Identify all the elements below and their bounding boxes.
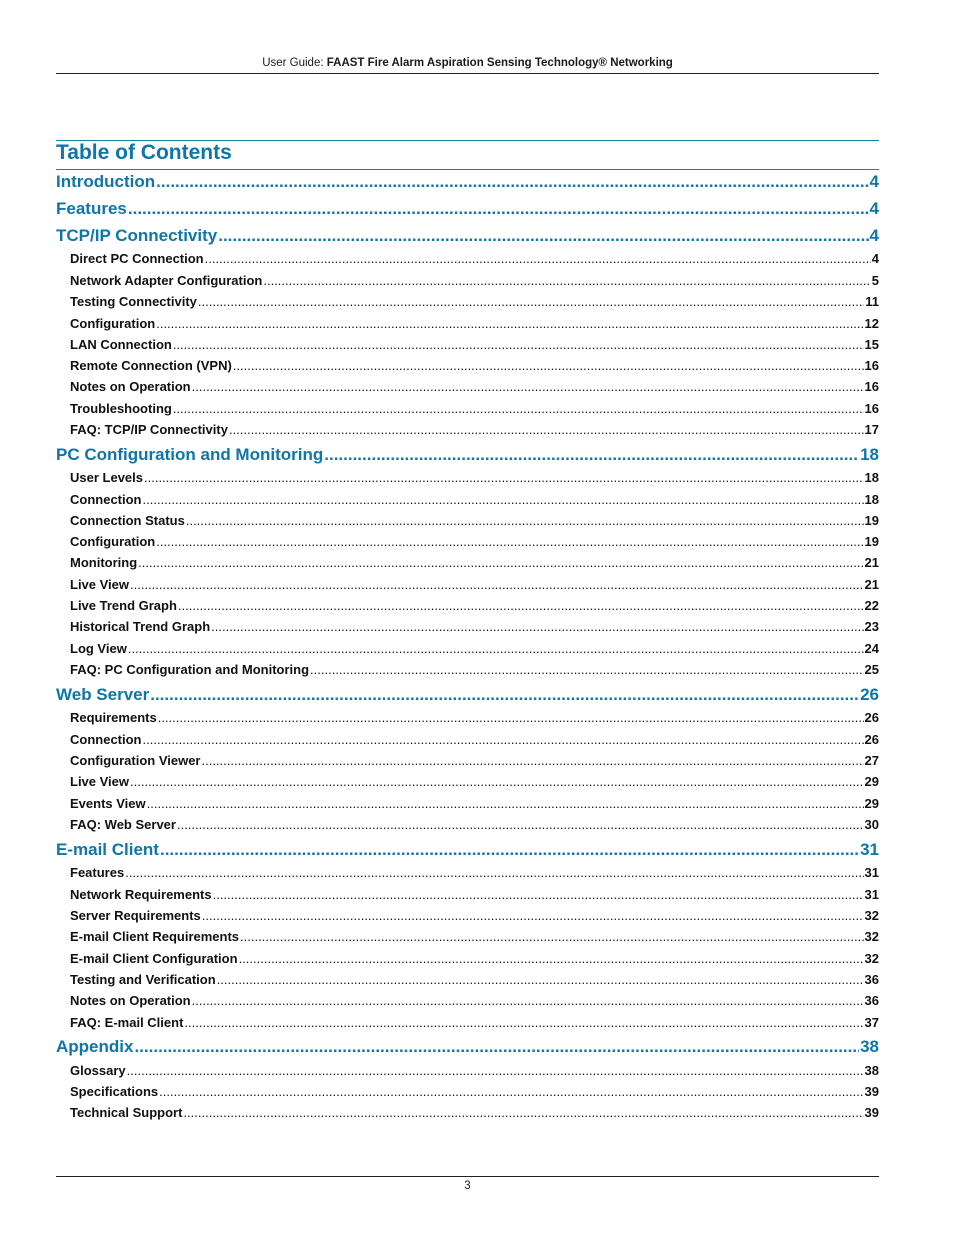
toc-subsection-entry[interactable] xyxy=(70,640,879,657)
toc-entry-title: Notes on Operation xyxy=(70,379,191,394)
toc-entry-title: User Levels xyxy=(70,470,143,485)
toc-dot-leader xyxy=(233,357,864,374)
toc-dot-leader xyxy=(130,773,864,790)
toc-entry-page: 19 xyxy=(864,534,879,549)
toc-entry-title: FAQ: TCP/IP Connectivity xyxy=(70,422,228,437)
toc-dot-leader xyxy=(205,250,871,267)
header-title: FAAST Fire Alarm Aspiration Sensing Technology® Networking xyxy=(326,57,673,69)
toc-subsection-entry[interactable] xyxy=(70,907,879,924)
toc-entry-title: Configuration xyxy=(70,316,156,331)
toc-subsection-entry[interactable] xyxy=(70,400,879,417)
toc-dot-leader xyxy=(130,576,864,593)
toc-dot-leader xyxy=(125,864,863,881)
toc-entry-title: Specifications xyxy=(70,1084,159,1099)
toc-entry-page: 4 xyxy=(871,251,879,266)
toc-entry-page: 4 xyxy=(869,199,879,218)
toc-dot-leader xyxy=(173,400,864,417)
toc-entry-page: 23 xyxy=(864,619,879,634)
toc-subsection-entry[interactable] xyxy=(70,618,879,635)
toc-entry-page: 38 xyxy=(860,1037,879,1056)
toc-subsection-entry[interactable] xyxy=(70,950,879,967)
toc-subsection-entry[interactable] xyxy=(70,293,879,310)
toc-subsection-entry[interactable] xyxy=(70,533,879,550)
toc-section-entry[interactable] xyxy=(56,839,879,861)
toc-entry-title: Log View xyxy=(70,641,127,656)
toc-subsection-entry[interactable] xyxy=(70,357,879,374)
toc-subsection-entry[interactable] xyxy=(70,816,879,833)
toc-entry-page: 12 xyxy=(864,316,879,331)
toc-entry-title: Troubleshooting xyxy=(70,401,172,416)
toc-dot-leader xyxy=(229,421,864,438)
toc-entry-title: Appendix xyxy=(56,1037,134,1056)
toc-section-entry[interactable] xyxy=(56,444,879,466)
toc-entry-page: 11 xyxy=(865,294,879,309)
toc-dot-leader xyxy=(138,554,863,571)
toc-entry-title: Configuration xyxy=(70,534,156,549)
toc-entry-page: 29 xyxy=(864,774,879,789)
toc-subsection-entry[interactable] xyxy=(70,378,879,395)
toc-entry-page: 19 xyxy=(864,513,879,528)
toc-section-entry[interactable] xyxy=(56,225,879,247)
toc-dot-leader xyxy=(147,795,864,812)
page-title: Table of Contents xyxy=(56,141,232,164)
toc-entry-page: 38 xyxy=(864,1063,879,1078)
toc-dot-leader xyxy=(156,315,863,332)
toc-subsection-entry[interactable] xyxy=(70,1104,879,1121)
toc-dot-leader xyxy=(143,731,864,748)
toc-entry-page: 36 xyxy=(864,993,879,1008)
toc-dot-leader xyxy=(263,272,870,289)
toc-entry-title: Introduction xyxy=(56,172,156,191)
toc-dot-leader xyxy=(144,469,864,486)
toc-entry-title: Testing Connectivity xyxy=(70,294,197,309)
toc-dot-leader xyxy=(186,512,864,529)
toc-dot-leader xyxy=(192,378,864,395)
toc-subsection-entry[interactable] xyxy=(70,1083,879,1100)
toc-entry-title: Features xyxy=(70,865,125,880)
toc-subsection-entry[interactable] xyxy=(70,928,879,945)
toc-title-rule xyxy=(56,169,879,170)
toc-dot-leader xyxy=(310,661,864,678)
toc-entry-page: 32 xyxy=(864,951,879,966)
toc-dot-leader xyxy=(202,752,864,769)
toc-entry-title: E-mail Client xyxy=(56,840,159,859)
toc-entry-page: 29 xyxy=(864,796,879,811)
toc-entry-page: 37 xyxy=(864,1015,879,1030)
toc-subsection-entry[interactable] xyxy=(70,554,879,571)
toc-dot-leader xyxy=(324,444,859,466)
toc-dot-leader xyxy=(134,1036,859,1058)
toc-subsection-entry[interactable] xyxy=(70,731,879,748)
toc-subsection-entry[interactable] xyxy=(70,421,879,438)
toc-entry-title: Remote Connection (VPN) xyxy=(70,358,232,373)
toc-entry-page: 21 xyxy=(864,577,879,592)
page-number: 3 xyxy=(464,1180,471,1192)
toc-dot-leader xyxy=(217,971,864,988)
toc-entry-page: 27 xyxy=(864,753,879,768)
toc-entry-title: Network Requirements xyxy=(70,887,212,902)
toc-entry-title: Configuration Viewer xyxy=(70,753,201,768)
toc-dot-leader xyxy=(202,907,864,924)
toc-entry-title: FAQ: Web Server xyxy=(70,817,176,832)
toc-entry-title: PC Configuration and Monitoring xyxy=(56,445,324,464)
toc-entry-page: 36 xyxy=(864,972,879,987)
running-header xyxy=(56,57,879,69)
toc-entry-title: Direct PC Connection xyxy=(70,251,204,266)
toc-entry-title: Connection xyxy=(70,732,142,747)
toc-dot-leader xyxy=(160,839,859,861)
toc-section-entry[interactable] xyxy=(56,684,879,706)
toc-subsection-entry[interactable] xyxy=(70,491,879,508)
toc-subsection-entry[interactable] xyxy=(70,864,879,881)
header-prefix: User Guide: xyxy=(262,57,327,69)
toc-entry-title: Live View xyxy=(70,774,130,789)
toc-entry-title: Monitoring xyxy=(70,555,138,570)
toc-entry-page: 39 xyxy=(864,1105,879,1120)
toc-entry-title: Live Trend Graph xyxy=(70,598,177,613)
toc-entry-title: FAQ: E-mail Client xyxy=(70,1015,184,1030)
toc-entry-title: Live View xyxy=(70,577,130,592)
toc-entry-page: 26 xyxy=(860,685,879,704)
toc-entry-page: 39 xyxy=(864,1084,879,1099)
toc-entry-page: 18 xyxy=(860,445,879,464)
toc-subsection-entry[interactable] xyxy=(70,1014,879,1031)
toc-subsection-entry[interactable] xyxy=(70,272,879,289)
toc-entry-page: 26 xyxy=(864,732,879,747)
toc-entry-page: 32 xyxy=(864,908,879,923)
toc-dot-leader xyxy=(156,171,868,193)
toc-entry-title: E-mail Client Requirements xyxy=(70,929,240,944)
toc-subsection-entry[interactable] xyxy=(70,709,879,726)
footer-rule xyxy=(56,1176,879,1177)
toc-section-entry[interactable] xyxy=(56,1036,879,1058)
toc-dot-leader xyxy=(128,198,869,220)
toc-dot-leader xyxy=(184,1014,863,1031)
toc-subsection-entry[interactable] xyxy=(70,661,879,678)
toc-dot-leader xyxy=(192,992,864,1009)
toc-dot-leader xyxy=(159,1083,863,1100)
toc-entry-title: Historical Trend Graph xyxy=(70,619,211,634)
toc-entry-page: 16 xyxy=(864,379,879,394)
toc-dot-leader xyxy=(183,1104,863,1121)
toc-entry-page: 30 xyxy=(864,817,879,832)
toc-entry-page: 26 xyxy=(864,710,879,725)
toc-entry-title: Testing and Verification xyxy=(70,972,216,987)
toc-entry-page: 31 xyxy=(860,840,879,859)
toc-subsection-entry[interactable] xyxy=(70,971,879,988)
toc-subsection-entry[interactable] xyxy=(70,250,879,267)
toc-entry-title: Connection Status xyxy=(70,513,185,528)
toc-subsection-entry[interactable] xyxy=(70,1062,879,1079)
toc-entry-page: 25 xyxy=(864,662,879,677)
toc-entry-title: E-mail Client Configuration xyxy=(70,951,238,966)
toc-entry-title: Web Server xyxy=(56,685,150,704)
toc-entry-page: 15 xyxy=(864,337,879,352)
toc-entry-title: Requirements xyxy=(70,710,157,725)
toc-subsection-entry[interactable] xyxy=(70,752,879,769)
toc-entry-page: 16 xyxy=(864,358,879,373)
toc-dot-leader xyxy=(173,336,864,353)
toc-dot-leader xyxy=(128,640,864,657)
toc-section-entry[interactable] xyxy=(56,171,879,193)
toc-dot-leader xyxy=(211,618,863,635)
toc-dot-leader xyxy=(218,225,868,247)
toc-entry-page: 32 xyxy=(864,929,879,944)
header-rule xyxy=(56,73,879,74)
toc-dot-leader xyxy=(158,709,864,726)
toc-entry-page: 24 xyxy=(864,641,879,656)
toc-subsection-entry[interactable] xyxy=(70,469,879,486)
toc-entry-title: LAN Connection xyxy=(70,337,172,352)
toc-dot-leader xyxy=(156,533,863,550)
toc-entry-page: 21 xyxy=(864,555,879,570)
toc-subsection-entry[interactable] xyxy=(70,576,879,593)
toc-dot-leader xyxy=(127,1062,864,1079)
toc-subsection-entry[interactable] xyxy=(70,597,879,614)
toc-subsection-entry[interactable] xyxy=(70,336,879,353)
toc-dot-leader xyxy=(143,491,864,508)
toc-entry-page: 18 xyxy=(864,492,879,507)
toc-entry-title: Features xyxy=(56,199,127,218)
toc-entry-page: 31 xyxy=(864,865,879,880)
toc-section-entry[interactable] xyxy=(56,198,879,220)
toc-entry-page: 5 xyxy=(871,273,879,288)
toc-entry-title: Network Adapter Configuration xyxy=(70,273,263,288)
toc-subsection-entry[interactable] xyxy=(70,315,879,332)
toc-subsection-entry[interactable] xyxy=(70,886,879,903)
toc-subsection-entry[interactable] xyxy=(70,992,879,1009)
toc-dot-leader xyxy=(198,293,864,310)
toc-subsection-entry[interactable] xyxy=(70,512,879,529)
toc-dot-leader xyxy=(150,684,859,706)
toc-entry-title: Server Requirements xyxy=(70,908,201,923)
toc-entry-page: 4 xyxy=(869,172,879,191)
toc-entry-page: 17 xyxy=(864,422,879,437)
toc-entry-page: 22 xyxy=(864,598,879,613)
toc-dot-leader xyxy=(177,816,864,833)
toc-dot-leader xyxy=(178,597,864,614)
toc-entry-title: Technical Support xyxy=(70,1105,183,1120)
toc-dot-leader xyxy=(239,950,864,967)
toc-entry-page: 16 xyxy=(864,401,879,416)
toc-entry-title: Events View xyxy=(70,796,146,811)
toc-entry-page: 4 xyxy=(869,226,879,245)
toc-subsection-entry[interactable] xyxy=(70,795,879,812)
toc-subsection-entry[interactable] xyxy=(70,773,879,790)
toc-entry-title: Glossary xyxy=(70,1063,126,1078)
toc-entry-page: 31 xyxy=(864,887,879,902)
toc-entry-title: Connection xyxy=(70,492,142,507)
toc-entry-title: FAQ: PC Configuration and Monitoring xyxy=(70,662,310,677)
toc-entry-page: 18 xyxy=(864,470,879,485)
toc-entry-title: TCP/IP Connectivity xyxy=(56,226,218,245)
toc-dot-leader xyxy=(213,886,864,903)
toc-entry-title: Notes on Operation xyxy=(70,993,191,1008)
toc-dot-leader xyxy=(240,928,863,945)
